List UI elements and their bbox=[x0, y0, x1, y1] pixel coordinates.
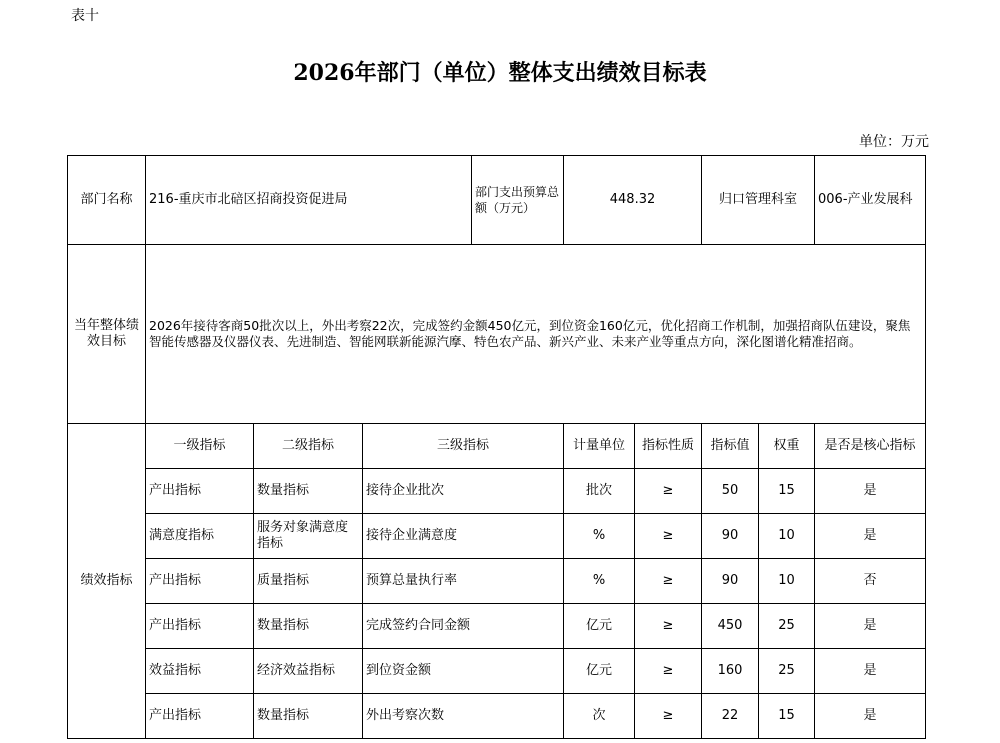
header-level2: 二级指标 bbox=[254, 424, 363, 469]
cell-nature: ≥ bbox=[635, 694, 702, 739]
cell-value: 50 bbox=[702, 469, 759, 514]
cell-weight: 15 bbox=[759, 694, 815, 739]
annual-goal-text: 2026年接待客商50批次以上，外出考察22次，完成签约金额450亿元，到位资金160亿元，优化招商工作机制，加强招商队伍建设，聚焦智能传感器及仪器仪表、先进制造、智能网联新能源汽摩、特色农产品、新兴产业、未来产业等重点方向，深化图谱化精准招商。 bbox=[146, 245, 926, 424]
admin-office-label: 归口管理科室 bbox=[702, 156, 815, 245]
cell-core: 是 bbox=[815, 649, 926, 694]
cell-nature: ≥ bbox=[635, 514, 702, 559]
cell-core: 是 bbox=[815, 694, 926, 739]
cell-level1: 满意度指标 bbox=[146, 514, 254, 559]
header-level1: 一级指标 bbox=[146, 424, 254, 469]
cell-level2: 数量指标 bbox=[254, 694, 363, 739]
cell-value: 90 bbox=[702, 559, 759, 604]
cell-level1: 产出指标 bbox=[146, 469, 254, 514]
annual-goal-label: 当年整体绩效目标 bbox=[68, 245, 146, 424]
cell-level3: 到位资金额 bbox=[363, 649, 564, 694]
cell-nature: ≥ bbox=[635, 469, 702, 514]
cell-level3: 接待企业满意度 bbox=[363, 514, 564, 559]
cell-level1: 产出指标 bbox=[146, 559, 254, 604]
cell-core: 否 bbox=[815, 559, 926, 604]
dept-name-value: 216-重庆市北碚区招商投资促进局 bbox=[146, 156, 472, 245]
cell-level1: 效益指标 bbox=[146, 649, 254, 694]
header-weight: 权重 bbox=[759, 424, 815, 469]
indicator-row bbox=[68, 514, 926, 559]
cell-level2: 服务对象满意度指标 bbox=[254, 514, 363, 559]
cell-unit: 亿元 bbox=[564, 604, 635, 649]
cell-value: 160 bbox=[702, 649, 759, 694]
department-info-row bbox=[68, 156, 926, 245]
cell-level1: 产出指标 bbox=[146, 604, 254, 649]
dept-name-label: 部门名称 bbox=[68, 156, 146, 245]
cell-level1: 产出指标 bbox=[146, 694, 254, 739]
cell-core: 是 bbox=[815, 514, 926, 559]
cell-level2: 经济效益指标 bbox=[254, 649, 363, 694]
document-title: 2026年部门（单位）整体支出绩效目标表 bbox=[293, 60, 707, 86]
indicator-row bbox=[68, 649, 926, 694]
cell-nature: ≥ bbox=[635, 604, 702, 649]
cell-level3: 接待企业批次 bbox=[363, 469, 564, 514]
indicator-row bbox=[68, 559, 926, 604]
cell-level2: 质量指标 bbox=[254, 559, 363, 604]
performance-target-table bbox=[67, 155, 926, 739]
cell-core: 是 bbox=[815, 604, 926, 649]
unit-note: 单位：万元 bbox=[859, 134, 929, 150]
annual-goal-row bbox=[68, 245, 926, 424]
budget-label: 部门支出预算总额（万元） bbox=[472, 156, 564, 245]
cell-unit: % bbox=[564, 559, 635, 604]
cell-level3: 完成签约合同金额 bbox=[363, 604, 564, 649]
cell-core: 是 bbox=[815, 469, 926, 514]
cell-weight: 10 bbox=[759, 559, 815, 604]
cell-unit: % bbox=[564, 514, 635, 559]
header-core: 是否是核心指标 bbox=[815, 424, 926, 469]
cell-unit: 批次 bbox=[564, 469, 635, 514]
cell-weight: 25 bbox=[759, 604, 815, 649]
cell-weight: 10 bbox=[759, 514, 815, 559]
cell-weight: 25 bbox=[759, 649, 815, 694]
header-level3: 三级指标 bbox=[363, 424, 564, 469]
indicator-section-label: 绩效指标 bbox=[68, 424, 146, 739]
budget-value: 448.32 bbox=[564, 156, 702, 245]
cell-nature: ≥ bbox=[635, 559, 702, 604]
cell-unit: 亿元 bbox=[564, 649, 635, 694]
header-nature: 指标性质 bbox=[635, 424, 702, 469]
cell-level3: 预算总量执行率 bbox=[363, 559, 564, 604]
header-unit: 计量单位 bbox=[564, 424, 635, 469]
cell-level2: 数量指标 bbox=[254, 469, 363, 514]
header-value: 指标值 bbox=[702, 424, 759, 469]
cell-weight: 15 bbox=[759, 469, 815, 514]
cell-value: 450 bbox=[702, 604, 759, 649]
indicator-header-row bbox=[68, 424, 926, 469]
cell-value: 90 bbox=[702, 514, 759, 559]
cell-unit: 次 bbox=[564, 694, 635, 739]
cell-value: 22 bbox=[702, 694, 759, 739]
admin-office-value: 006-产业发展科 bbox=[815, 156, 926, 245]
indicator-row bbox=[68, 694, 926, 739]
table-number-label: 表十 bbox=[71, 8, 99, 24]
cell-nature: ≥ bbox=[635, 649, 702, 694]
indicator-row bbox=[68, 469, 926, 514]
cell-level2: 数量指标 bbox=[254, 604, 363, 649]
indicator-row bbox=[68, 604, 926, 649]
cell-level3: 外出考察次数 bbox=[363, 694, 564, 739]
